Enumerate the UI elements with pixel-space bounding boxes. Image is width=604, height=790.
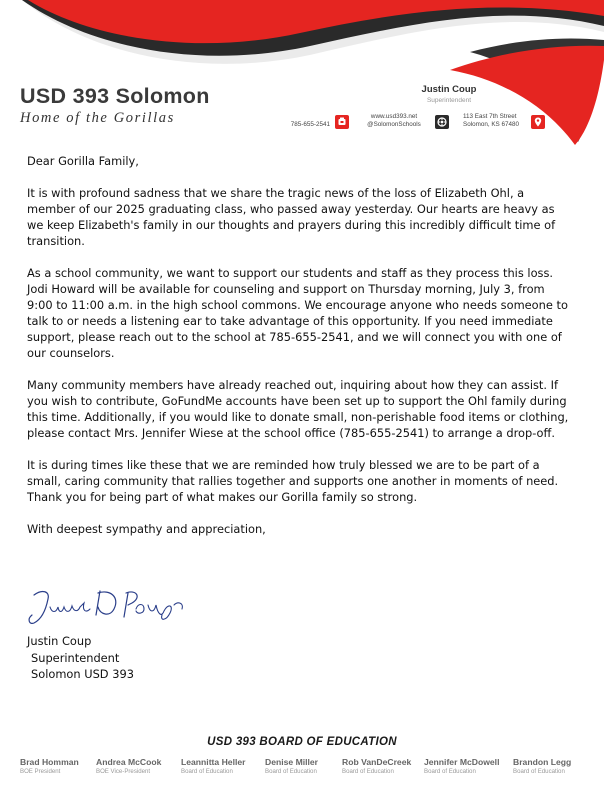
board-member-name: Leannitta Heller — [181, 757, 246, 767]
signer-organization: Solomon USD 393 — [31, 667, 134, 681]
letter-paragraph: Many community members have already reached out, inquiring about how they can assist. If you wish to contribute, GoFundMe accounts have been set up to support the Ohl family during this time. Additionally, if you would like to donate small, non-perishable food items or clothing, please contact Mrs. Jennifer Wiese at the school office (785-655-2541) to arrange a drop-off. — [27, 378, 569, 440]
address-line2: Solomon, KS 67480 — [463, 121, 520, 128]
handwritten-signature — [24, 585, 189, 629]
board-member-role: Board of Education — [265, 768, 317, 775]
contact-title: Superintendent — [426, 97, 472, 104]
letter-greeting: Dear Gorilla Family, — [27, 154, 139, 168]
phone-icon — [335, 115, 349, 129]
board-member-role: Board of Education — [181, 768, 233, 775]
letter-paragraph: It is during times like these that we are reminded how truly blessed we are to be part of a small, caring community that rallies together and supports one another in moments of need. Thank you for being part of what makes our Gorilla family so strong. — [27, 458, 559, 504]
letter-paragraph: As a school community, we want to support our students and staff as they process this loss. Jodi Howard will be available for counseling and support on Thursday morning, July 3, from 9:00 to 11:00 a.m. in the high school commons. We encourage anyone who needs someone to talk to or needs a listening ear to take advantage of this opportunity. If you need immediate support, please reach out to the school at 785-655-2541, and we will connect you with one of our counselors. — [27, 266, 568, 360]
board-member — [424, 757, 499, 775]
board-member-role: Board of Education — [342, 768, 394, 775]
board-title: USD 393 BOARD OF EDUCATION — [207, 736, 397, 748]
board-member — [96, 757, 161, 775]
tagline: Home of the Gorillas — [20, 110, 175, 126]
signer-name: Justin Coup — [27, 634, 92, 648]
phone-number: 785-655-2541 — [290, 121, 330, 128]
board-member — [265, 757, 318, 775]
contact-name: Justin Coup — [421, 84, 477, 95]
signer-title: Superintendent — [31, 650, 120, 665]
board-member-name: Rob VanDeCreek — [342, 757, 412, 767]
swoosh-right-red — [450, 46, 604, 145]
website[interactable]: www.usd393.net — [370, 113, 418, 120]
board-member-name: Brad Homman — [20, 757, 79, 767]
social-handle[interactable]: @SolomonSchools — [367, 121, 421, 128]
letter-paragraph: It is with profound sadness that we share the tragic news of the loss of Elizabeth Ohl, a member of our 2025 graduating class, who passed away yesterday. Our hearts are heavy as we keep Elizabeth's family in our thoughts and prayers during this incredibly difficult time of transition. — [27, 186, 556, 248]
board-member-role: BOE Vice-President — [96, 768, 151, 775]
board-member — [513, 757, 571, 775]
board-member — [181, 757, 245, 775]
board-member-role: Board of Education — [513, 768, 565, 775]
board-member-name: Jennifer McDowell — [424, 757, 500, 767]
signature-block — [27, 633, 134, 683]
location-pin-icon — [531, 115, 545, 129]
board-member — [20, 757, 79, 775]
board-member-role: BOE President — [20, 768, 61, 775]
address-line1: 113 East 7th Street — [463, 113, 517, 120]
letter-closing: With deepest sympathy and appreciation, — [27, 522, 266, 536]
header-swoosh-graphic — [0, 0, 604, 160]
board-member-role: Board of Education — [424, 768, 476, 775]
address — [463, 113, 529, 129]
board-member-name: Denise Miller — [265, 757, 319, 767]
board-member-name: Brandon Legg — [513, 757, 572, 767]
board-member — [342, 757, 411, 775]
organization-name: USD 393 Solomon — [20, 84, 210, 108]
letter-body — [27, 153, 572, 537]
web-icon — [435, 115, 449, 129]
board-member-name: Andrea McCook — [96, 757, 162, 767]
web-contact — [360, 113, 428, 129]
